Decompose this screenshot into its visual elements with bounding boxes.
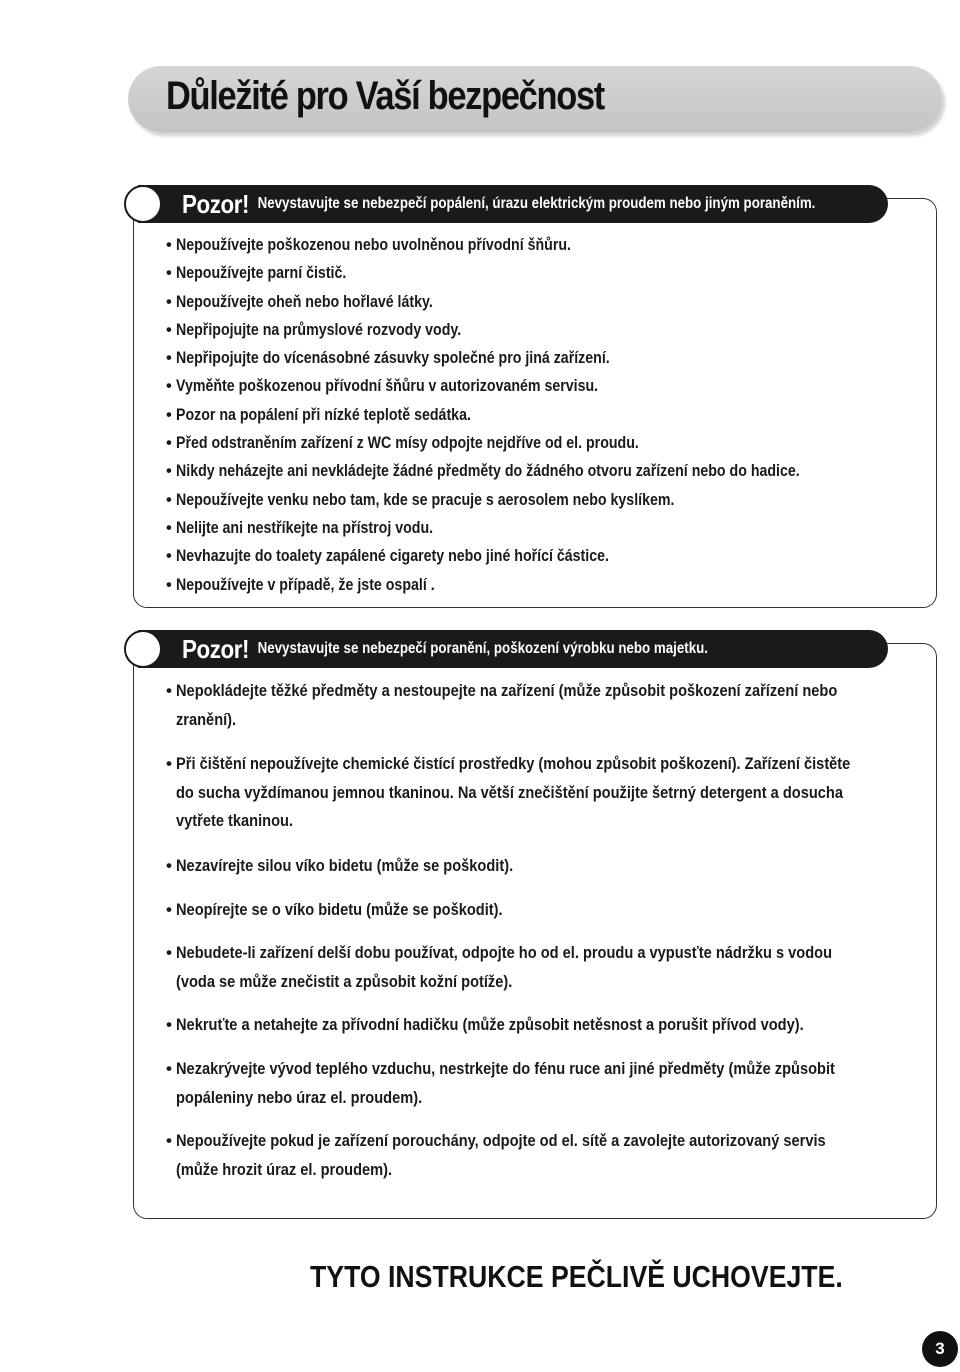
list-item-text: Vyměňte poškozenou přívodní šňůru v autorizovaném servisu. bbox=[176, 377, 599, 396]
list-item-line: zranění). bbox=[176, 709, 237, 729]
warning-list-1 bbox=[166, 232, 926, 600]
list-item-line: do sucha vyždímanou jemnou tkaninou. Na větší znečištění použijte šetrný detergent a dosucha bbox=[176, 782, 843, 802]
warning-description: Nevystavujte se nebezpečí poranění, poškození výrobku nebo majetku. bbox=[257, 640, 708, 657]
list-item-text: Nikdy neházejte ani nevkládejte žádné předměty do žádného otvoru zařízení nebo do hadice. bbox=[176, 462, 800, 481]
list-item-text: Nepoužívejte venku nebo tam, kde se pracuje s aerosolem nebo kyslíkem. bbox=[176, 490, 675, 509]
list-item bbox=[166, 852, 926, 881]
footer-note: TYTO INSTRUKCE PEČLIVĚ UCHOVEJTE. bbox=[310, 1259, 843, 1294]
list-item-line: • Nepokládejte těžké předměty a nestoupejte na zařízení (může způsobit poškození zařízení nebo bbox=[176, 681, 838, 700]
list-item bbox=[166, 1055, 926, 1112]
list-item bbox=[166, 373, 926, 401]
page-title: Důležité pro Vaší bezpečnost bbox=[166, 74, 604, 118]
list-item-line: • Nepoužívejte pokud je zařízení porouchány, odpojte od el. sítě a zavolejte autorizovaný servis bbox=[176, 1131, 826, 1151]
warning-header-text-1 bbox=[182, 185, 815, 223]
list-item-text: Před odstraněním zařízení z WC mísy odpojte nejdříve od el. proudu. bbox=[176, 434, 639, 453]
list-item-line: popáleniny nebo úraz el. proudem). bbox=[176, 1087, 423, 1107]
list-item-line: • Nezavírejte silou víko bidetu (může se poškodit). bbox=[176, 855, 514, 875]
list-item bbox=[166, 345, 926, 373]
list-item-text: Nepřipojujte do vícenásobné zásuvky společné pro jiná zařízení. bbox=[176, 349, 610, 368]
list-item bbox=[166, 232, 926, 260]
warning-header-text-2 bbox=[182, 630, 708, 668]
circle-icon bbox=[124, 630, 162, 668]
list-item-line: (voda se může znečistit a způsobit kožní potíže). bbox=[176, 971, 513, 991]
warning-list-2 bbox=[166, 677, 926, 1184]
list-item-text: Nelijte ani nestříkejte na přístroj vodu. bbox=[176, 518, 434, 537]
list-item-line: • Neopírejte se o víko bidetu (může se poškodit). bbox=[176, 899, 503, 919]
list-item-text: Nepřipojujte na průmyslové rozvody vody. bbox=[176, 320, 462, 339]
circle-icon bbox=[124, 185, 162, 223]
list-item-text: Nevhazujte do toalety zapálené cigarety nebo jiné hořící částice. bbox=[176, 547, 609, 566]
list-item-line: • Nekruťte a netahejte za přívodní hadičku (může způsobit netěsnost a porušit přívod vody). bbox=[176, 1015, 804, 1035]
list-item bbox=[166, 458, 926, 486]
list-item-text: Nepoužívejte parní čistič. bbox=[176, 264, 347, 283]
list-item-text: Pozor na popálení při nízké teplotě sedátka. bbox=[176, 405, 471, 424]
warning-label: Pozor! bbox=[182, 634, 249, 664]
list-item-text: Nepoužívejte oheň nebo hořlavé látky. bbox=[176, 292, 433, 311]
list-item bbox=[166, 896, 926, 925]
list-item bbox=[166, 939, 926, 996]
list-item-line: • Nezakrývejte vývod teplého vzduchu, nestrkejte do fénu ruce ani jiné předměty (může způsobit bbox=[176, 1058, 835, 1078]
warning-label: Pozor! bbox=[182, 189, 249, 219]
list-item bbox=[166, 487, 926, 515]
list-item bbox=[166, 750, 926, 836]
list-item-line: vytřete tkaninou. bbox=[176, 811, 294, 831]
list-item-text: Nepoužívejte poškozenou nebo uvolněnou přívodní šňůru. bbox=[176, 236, 571, 254]
list-item bbox=[166, 430, 926, 458]
list-item bbox=[166, 515, 926, 543]
list-item-line: • Nebudete-li zařízení delší dobu používat, odpojte ho od el. proudu a vypusťte nádržku s vodou bbox=[176, 943, 833, 963]
list-item bbox=[166, 543, 926, 571]
list-item bbox=[166, 402, 926, 430]
list-item bbox=[166, 317, 926, 345]
list-item bbox=[166, 677, 926, 734]
list-item bbox=[166, 572, 926, 600]
list-item-text: Nepoužívejte v případě, že jste ospalí . bbox=[176, 575, 435, 594]
page-number: 3 bbox=[922, 1331, 958, 1367]
warning-description: Nevystavujte se nebezpečí popálení, úrazu elektrickým proudem nebo jiným poraněním. bbox=[257, 195, 816, 212]
list-item bbox=[166, 1127, 926, 1184]
list-item-line: (může hrozit úraz el. proudem). bbox=[176, 1159, 393, 1179]
list-item bbox=[166, 1011, 926, 1040]
list-item bbox=[166, 260, 926, 288]
list-item bbox=[166, 289, 926, 317]
list-item-line: • Při čištění nepoužívejte chemické čistící prostředky (mohou způsobit poškození). Zařízení čistěte bbox=[176, 754, 851, 774]
